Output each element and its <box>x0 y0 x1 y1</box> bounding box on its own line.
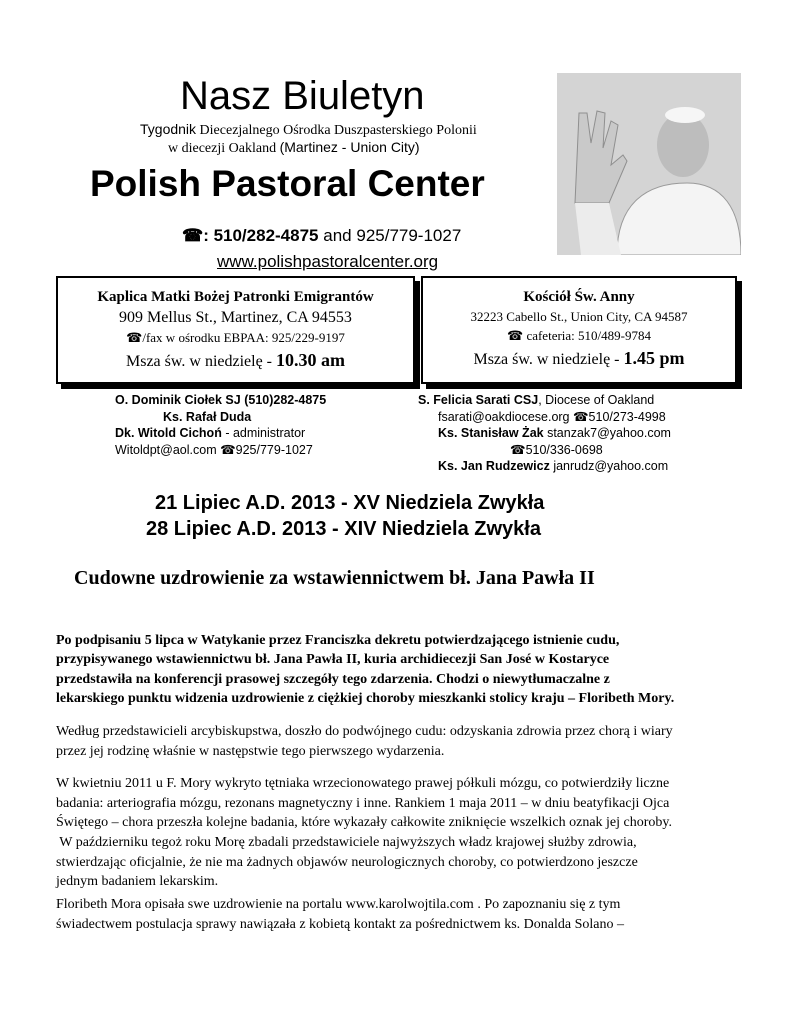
clergy-item: Ks. Rafał Duda <box>163 409 252 424</box>
organization-name: Polish Pastoral Center <box>90 163 485 204</box>
clergy-list-left <box>115 392 326 458</box>
chapel-name: Kaplica Matki Bożej Patronki Emigrantów <box>97 289 374 305</box>
clergy-item[interactable]: fsarati@oakdiocese.org ☎510/273-4998 <box>438 409 666 424</box>
article-lead <box>56 631 746 709</box>
clergy-item: Dk. Witold Cichoń - administrator <box>115 426 306 440</box>
clergy-item: Ks. Jan Rudzewicz janrudz@yahoo.com <box>438 459 669 473</box>
sunday-date-2: 28 Lipiec A.D. 2013 - XIV Niedziela Zwykła <box>146 518 541 540</box>
phone-icon: ☎ <box>182 226 204 245</box>
chapel-contact: ☎/fax w ośrodku EBPAA: 925/229-9197 <box>126 330 345 345</box>
text-line: przez jej rodzinę właśnie w następstwie tego pierwszego wydarzenia. <box>56 743 445 759</box>
chapel-mass-time: Msza św. w niedzielę - 10.30 am <box>125 350 346 370</box>
subtitle-center-name: Diecezjalnego Ośrodka Duszpasterskiego Polonii <box>199 123 477 138</box>
phone-line <box>182 226 461 246</box>
article-paragraph-2 <box>56 774 746 833</box>
text-line: stwierdzając oficjalnie, że nie ma żadnych objawów neurologicznych choroby, co potwierdzono jeszcze <box>56 854 638 870</box>
chapel-address: 909 Mellus St., Martinez, CA 94553 <box>119 309 352 326</box>
bulletin-subtitle-line1 <box>140 121 477 139</box>
text-line: przypisywanego wstawiennictwu bł. Jana Pawła II, kuria archidiecezji San José w Kostaryce <box>56 652 610 668</box>
church-contact: ☎ cafeteria: 510/489-9784 <box>507 328 651 343</box>
church-info-box <box>421 276 737 384</box>
pope-photo <box>557 73 741 255</box>
subtitle-diocese: w diecezji Oakland <box>168 141 277 156</box>
text-line: jednym badaniem lekarskim. <box>56 874 219 889</box>
article-paragraph-1 <box>56 722 746 761</box>
text-line: Świętego – chora przeszła kolejne badania, które wykazały całkowite zniknięcie wszelkich oznak jej choroby. <box>56 815 673 830</box>
phone-alt[interactable]: 925/779-1027 <box>356 226 462 245</box>
article-paragraph-3 <box>56 833 746 892</box>
website-link[interactable]: www.polishpastoralcenter.org <box>217 252 439 271</box>
church-mass-time: Msza św. w niedzielę - 1.45 pm <box>473 348 685 368</box>
text-line: W październiku tegoż roku Morę zbadali przedstawiciele najwyższych władz krajowej służby zdrowia, <box>56 835 637 850</box>
clergy-item: S. Felicia Sarati CSJ, Diocese of Oakland <box>418 393 655 407</box>
chapel-info-box <box>56 276 415 384</box>
text-line: lekarskiego punktu widzenia uzdrowienie z ciężkiej choroby mieszkanki stolicy kraju – Floribeth Mory. <box>56 691 675 707</box>
phone-main[interactable]: : 510/282-4875 <box>203 226 319 245</box>
pope-portrait-image <box>557 73 741 255</box>
text-line: przedstawiła na konferencji prasowej szczegóły tego zdarzenia. Chodzi o niewytłumaczalne z <box>56 671 610 687</box>
clergy-item[interactable]: ☎510/336-0698 <box>510 442 603 457</box>
bulletin-title: Nasz Biuletyn <box>180 74 425 118</box>
bulletin-subtitle-line2 <box>168 139 420 157</box>
clergy-item[interactable]: Witoldpt@aol.com ☎925/779-1027 <box>115 442 313 457</box>
text-line: badania: arteriografia mózgu, rezonans magnetyczny i inne. Rankiem 1 maja 2011 – w dniu beatyfikacji Ojca <box>56 795 670 811</box>
text-line: Po podpisaniu 5 lipca w Watykanie przez Franciszka dekretu potwierdzającego istnienie cudu, <box>56 633 620 648</box>
text-line: Według przedstawicieli arcybiskupstwa, doszło do podwójnego cudu: odzyskania zdrowia przez chorą i wiary <box>56 724 673 739</box>
phone-connector: and <box>323 226 352 245</box>
subtitle-cities: (Martinez - Union City) <box>279 139 420 155</box>
text-line: W kwietniu 2011 u F. Mory wykryto tętniaka wrzecionowatego prawej półkuli mózgu, co potwierdziły liczne <box>56 776 670 791</box>
clergy-list-right <box>418 392 671 475</box>
article-headline: Cudowne uzdrowienie za wstawiennictwem bł. Jana Pawła II <box>74 567 595 589</box>
clergy-item: Ks. Stanisław Żak stanzak7@yahoo.com <box>438 426 671 440</box>
sunday-date-1: 21 Lipiec A.D. 2013 - XV Niedziela Zwykła <box>155 492 545 514</box>
clergy-item: O. Dominik Ciołek SJ (510)282-4875 <box>115 393 327 407</box>
article-paragraph-4 <box>56 895 746 934</box>
church-name: Kościół Św. Anny <box>523 289 635 305</box>
text-line: Floribeth Mora opisała swe uzdrowienie na portalu www.karolwojtila.com . Po zapoznaniu się z tym <box>56 897 621 912</box>
text-line: świadectwem postulacja sprawy nawiązała z kobietą kontakt za pośrednictwem ks. Donalda Solano – <box>56 916 624 932</box>
subtitle-weekly: Tygodnik <box>140 121 197 137</box>
church-address: 32223 Cabello St., Union City, CA 94587 <box>470 309 688 324</box>
